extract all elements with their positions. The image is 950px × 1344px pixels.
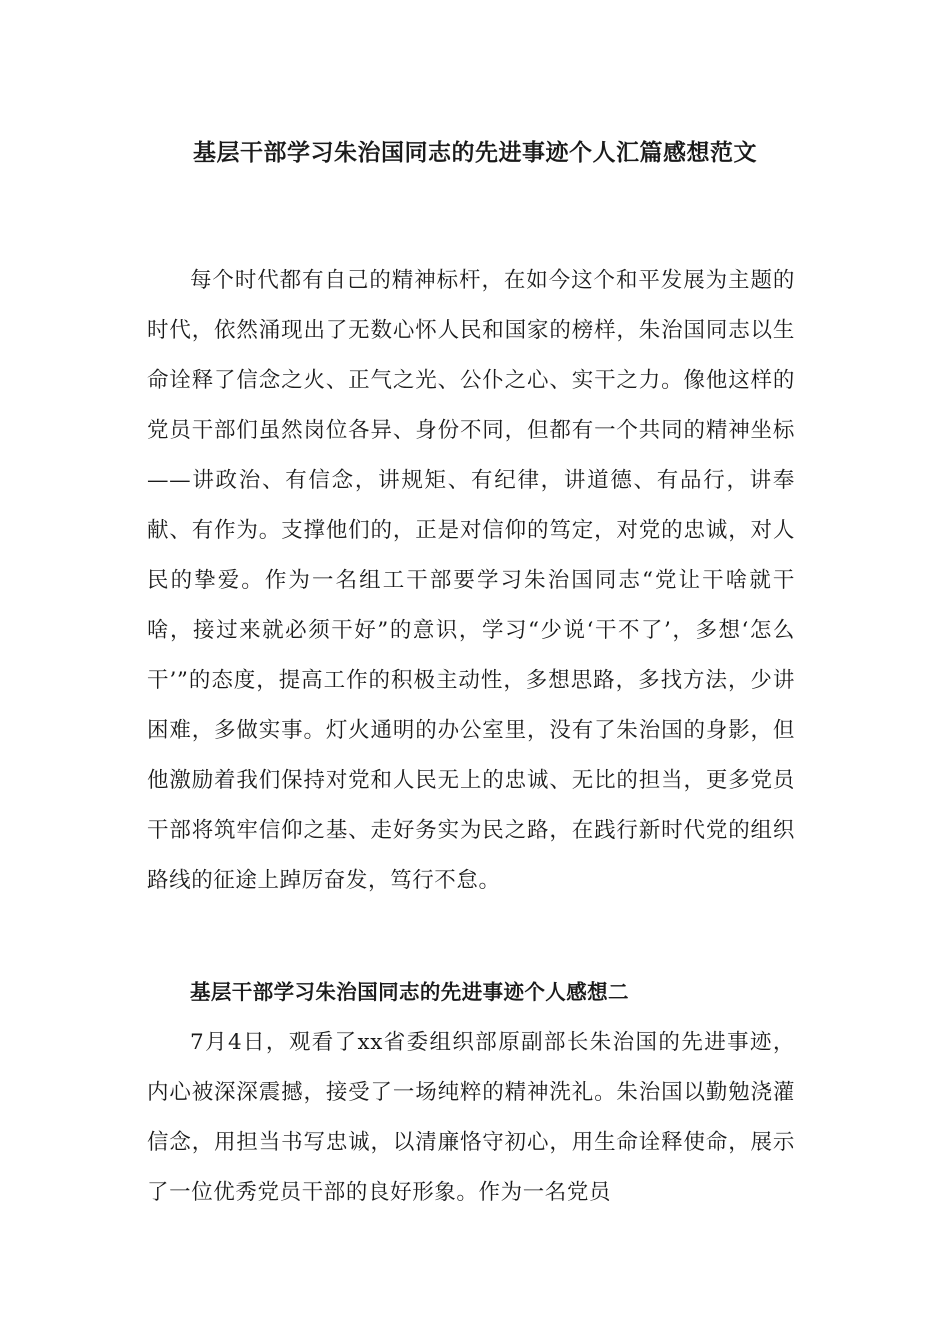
section-heading-2: 基层干部学习朱治国同志的先进事迹个人感想二 <box>190 980 629 1004</box>
body-paragraph-1: 每个时代都有自己的精神标杆，在如今这个和平发展为主题的时代，依然涌现出了无数心怀人民和国家的榜样，朱治国同志以生命诠释了信念之火、正气之光、公仆之心、实干之力。像他这样的党员干部们虽然岗位各异、身份不同，但都有一个共同的精神坐标——讲政治、有信念，讲规矩、有纪律，讲道德、有品行，讲奉献、有作为。支撑他们的，正是对信仰的笃定，对党的忠诚，对人民的挚爱。作为一名组工干部要学习朱治国同志“党让干啥就干啥，接过来就必须干好”的意识，学习“少说‘干不了’，多想‘怎么干’”的态度，提高工作的积极主动性，多想思路，多找方法，少讲困难，多做实事。灯火通明的办公室里，没有了朱治国的身影，但他激励着我们保持对党和人民无上的忠诚、无比的担当，更多党员干部将筑牢信仰之基、走好务实为民之路，在践行新时代党的组织路线的征途上踔厉奋发，笃行不怠。 <box>147 268 795 893</box>
document-title: 基层干部学习朱治国同志的先进事迹个人汇篇感想范文 <box>193 140 757 166</box>
body-paragraph-2: 7月4日，观看了xx省委组织部原副部长朱治国的先进事迹，内心被深深震撼，接受了一场纯粹的精神洗礼。朱治国以勤勉浇灌信念，用担当书写忠诚，以清廉恪守初心，用生命诠释使命，展示了一位优秀党员干部的良好形象。作为一名党员 <box>147 1030 795 1205</box>
